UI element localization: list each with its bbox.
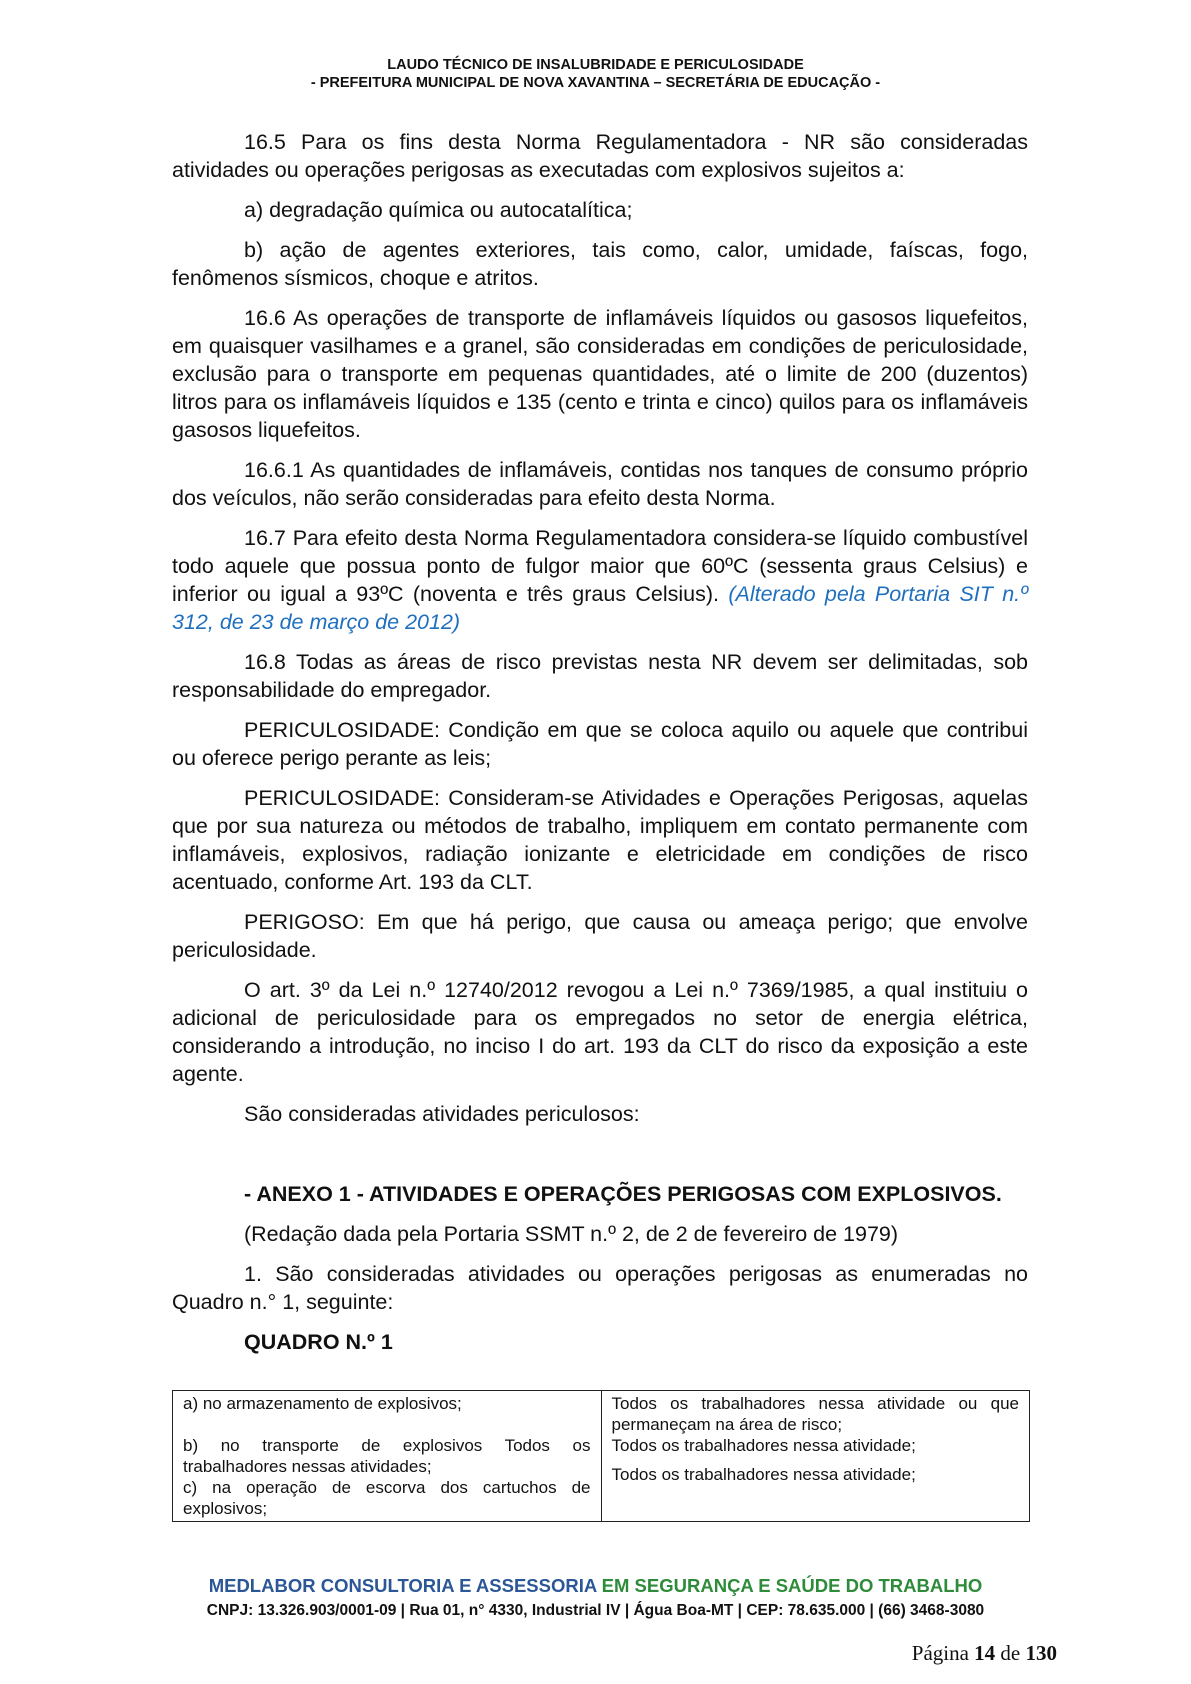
portaria-reference-link[interactable]: (Alterado pela Portaria SIT n.º 312, de 23 de março de 2012) bbox=[172, 582, 1029, 634]
footer-company-name: MEDLABOR CONSULTORIA E ASSESSORIA bbox=[208, 1575, 597, 1596]
table-cell-left bbox=[173, 1391, 602, 1522]
cell-spacer bbox=[183, 1414, 591, 1435]
anexo-1-heading: - ANEXO 1 - ATIVIDADES E OPERAÇÕES PERIGOSAS COM EXPLOSIVOS. bbox=[244, 1182, 1002, 1206]
paragraph-quadro-intro: 1. São consideradas atividades ou operações perigosas as enumeradas no Quadro n.° 1, seguinte: bbox=[172, 1262, 1028, 1314]
quadro-workers-c: Todos os trabalhadores nessa atividade; bbox=[611, 1465, 916, 1484]
quadro-item-a: a) no armazenamento de explosivos; bbox=[183, 1394, 462, 1413]
paragraph-16-6: 16.6 As operações de transporte de inflamáveis líquidos ou gasosos liquefeitos, em quaisquer vasilhames e a granel, são consideradas em condições de periculosidade, exclusão para o transporte em pequenas quantidades, até o limite de 200 (duzentos) litros para os inflamáveis líquidos e 135 (cento e trinta e cinco) quilos para os inflamáveis gasosos liquefeitos. bbox=[172, 306, 1028, 442]
document-body bbox=[172, 128, 1028, 1368]
page-current: 14 bbox=[974, 1641, 996, 1665]
footer-company bbox=[0, 1575, 1191, 1597]
page-label: Página bbox=[911, 1641, 969, 1665]
definition-periculosidade-2: PERICULOSIDADE: Consideram-se Atividades e Operações Perigosas, aquelas que por sua natureza ou métodos de trabalho, impliquem em contato permanente com inflamáveis, explosivos, radiação ionizante e eletricidade em condições de risco acentuado, conforme Art. 193 da CLT. bbox=[172, 786, 1028, 894]
document-header bbox=[0, 56, 1191, 92]
section-gap bbox=[172, 1140, 1028, 1180]
header-subtitle: - PREFEITURA MUNICIPAL DE NOVA XAVANTINA – SECRETÁRIA DE EDUCAÇÃO - bbox=[310, 75, 881, 91]
paragraph-16-6-1: 16.6.1 As quantidades de inflamáveis, contidas nos tanques de consumo próprio dos veículos, não serão consideradas para efeito desta Norma. bbox=[172, 458, 1028, 510]
page-of: de bbox=[1000, 1641, 1021, 1665]
paragraph-16-7 bbox=[172, 524, 1028, 636]
quadro-item-c: c) na operação de escorva dos cartuchos de explosivos; bbox=[183, 1478, 591, 1518]
paragraph-16-5: 16.5 Para os fins desta Norma Regulamentadora - NR são consideradas atividades ou operações perigosas as executadas com explosivos sujeitos a: bbox=[172, 130, 1028, 182]
page-total: 130 bbox=[1025, 1641, 1057, 1665]
quadro-1-table bbox=[172, 1390, 1030, 1522]
paragraph-16-7-text: 16.7 Para efeito desta Norma Regulamentadora considera-se líquido combustível todo aquele que possua ponto de fulgor maior que 60ºC (sessenta graus Celsius) e inferior ou igual a 93ºC (noventa e três graus Celsius). bbox=[172, 526, 1028, 606]
quadro-item-b: b) no transporte de explosivos Todos os trabalhadores nessas atividades; bbox=[183, 1436, 591, 1476]
quadro-workers-a: Todos os trabalhadores nessa atividade ou que permaneçam na área de risco; bbox=[611, 1394, 1019, 1434]
paragraph-redacao: (Redação dada pela Portaria SSMT n.º 2, de 2 de fevereiro de 1979) bbox=[244, 1222, 899, 1246]
definition-periculosidade-1: PERICULOSIDADE: Condição em que se coloca aquilo ou aquele que contribui ou oferece perigo perante as leis; bbox=[172, 718, 1028, 770]
cell-spacer bbox=[612, 1456, 1020, 1464]
quadro-workers-b: Todos os trabalhadores nessa atividade; bbox=[611, 1436, 916, 1455]
footer-address: CNPJ: 13.326.903/0001-09 | Rua 01, n° 4330, Industrial IV | Água Boa-MT | CEP: 78.635.000 | (66) 3468-3080 bbox=[206, 1602, 985, 1619]
paragraph-item-b: b) ação de agentes exteriores, tais como, calor, umidade, faíscas, fogo, fenômenos sísmicos, choque e atritos. bbox=[172, 238, 1028, 290]
paragraph-atividades-periculosas: São consideradas atividades periculosos: bbox=[244, 1102, 640, 1126]
footer-company-area: EM SEGURANÇA E SAÚDE DO TRABALHO bbox=[596, 1575, 983, 1596]
paragraph-16-8: 16.8 Todas as áreas de risco previstas nesta NR devem ser delimitadas, sob responsabilidade do empregador. bbox=[172, 650, 1028, 702]
definition-perigoso: PERIGOSO: Em que há perigo, que causa ou ameaça perigo; que envolve periculosidade. bbox=[172, 910, 1028, 962]
quadro-title: QUADRO N.º 1 bbox=[244, 1330, 393, 1354]
table-cell-right bbox=[601, 1391, 1030, 1522]
paragraph-item-a: a) degradação química ou autocatalítica; bbox=[244, 198, 633, 222]
paragraph-lei-12740: O art. 3º da Lei n.º 12740/2012 revogou a Lei n.º 7369/1985, a qual instituiu o adicional de periculosidade para os empregados no setor de energia elétrica, considerando a introdução, no inciso I do art. 193 da CLT do risco da exposição a este agente. bbox=[172, 978, 1028, 1086]
header-title: LAUDO TÉCNICO DE INSALUBRIDADE E PERICULOSIDADE bbox=[387, 57, 804, 73]
page-number bbox=[912, 1641, 1057, 1666]
table-row bbox=[173, 1391, 1030, 1522]
